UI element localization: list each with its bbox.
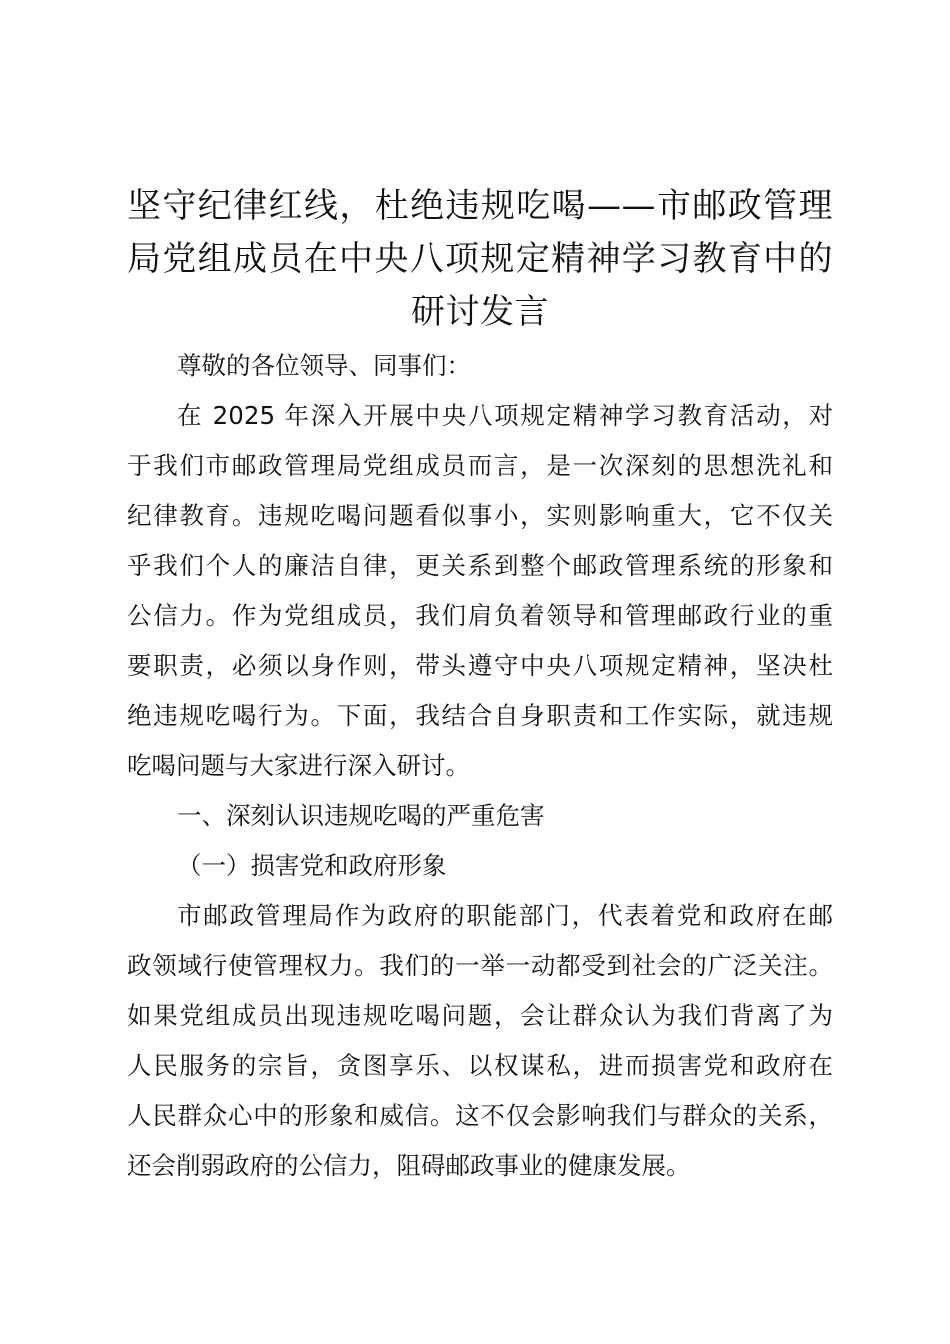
paragraph-line: 政领域行使管理权力。我们的一举一动都受到社会的广泛关注。: [127, 951, 833, 980]
document-title: [127, 180, 833, 339]
title-line-3: 研讨发言: [411, 292, 549, 332]
salutation: 尊敬的各位领导、同事们：: [177, 351, 471, 380]
paragraph-line: 公信力。作为党组成员，我们肩负着领导和管理邮政行业的重: [127, 601, 833, 630]
paragraph-intro: [127, 391, 833, 791]
paragraph-image-damage: [127, 891, 833, 1191]
document-body: [127, 341, 833, 1191]
paragraph-line: 市邮政管理局作为政府的职能部门，代表着党和政府在邮: [177, 901, 833, 930]
title-line-1: 坚守纪律红线，杜绝违规吃喝——市邮政管理: [127, 186, 833, 226]
paragraph-line: 乎我们个人的廉洁自律，更关系到整个邮政管理系统的形象和: [127, 551, 833, 580]
section-heading-1: 一、深刻认识违规吃喝的严重危害: [177, 801, 545, 830]
paragraph-line: 还会削弱政府的公信力，阻碍邮政事业的健康发展。: [127, 1151, 691, 1180]
paragraph-line: 人民服务的宗旨，贪图享乐、以权谋私，进而损害党和政府在: [127, 1051, 833, 1080]
paragraph-line: 人民群众心中的形象和威信。这不仅会影响我们与群众的关系，: [127, 1101, 833, 1130]
paragraph-line: 于我们市邮政管理局党组成员而言，是一次深刻的思想洗礼和: [127, 451, 833, 480]
paragraph-line: 要职责，必须以身作则，带头遵守中央八项规定精神，坚决杜: [127, 651, 833, 680]
paragraph-line: 在 2025 年深入开展中央八项规定精神学习教育活动，对: [177, 401, 833, 430]
paragraph-line: 如果党组成员出现违规吃喝问题，会让群众认为我们背离了为: [127, 1001, 833, 1030]
title-line-2: 局党组成员在中央八项规定精神学习教育中的: [127, 239, 833, 279]
paragraph-line: 吃喝问题与大家进行深入研讨。: [127, 751, 470, 780]
paragraph-line: 绝违规吃喝行为。下面，我结合自身职责和工作实际，就违规: [127, 701, 833, 730]
subsection-heading-1-1: （一）损害党和政府形象: [177, 851, 447, 880]
paragraph-line: 纪律教育。违规吃喝问题看似事小，实则影响重大，它不仅关: [127, 501, 833, 530]
document-page: [127, 180, 833, 1191]
